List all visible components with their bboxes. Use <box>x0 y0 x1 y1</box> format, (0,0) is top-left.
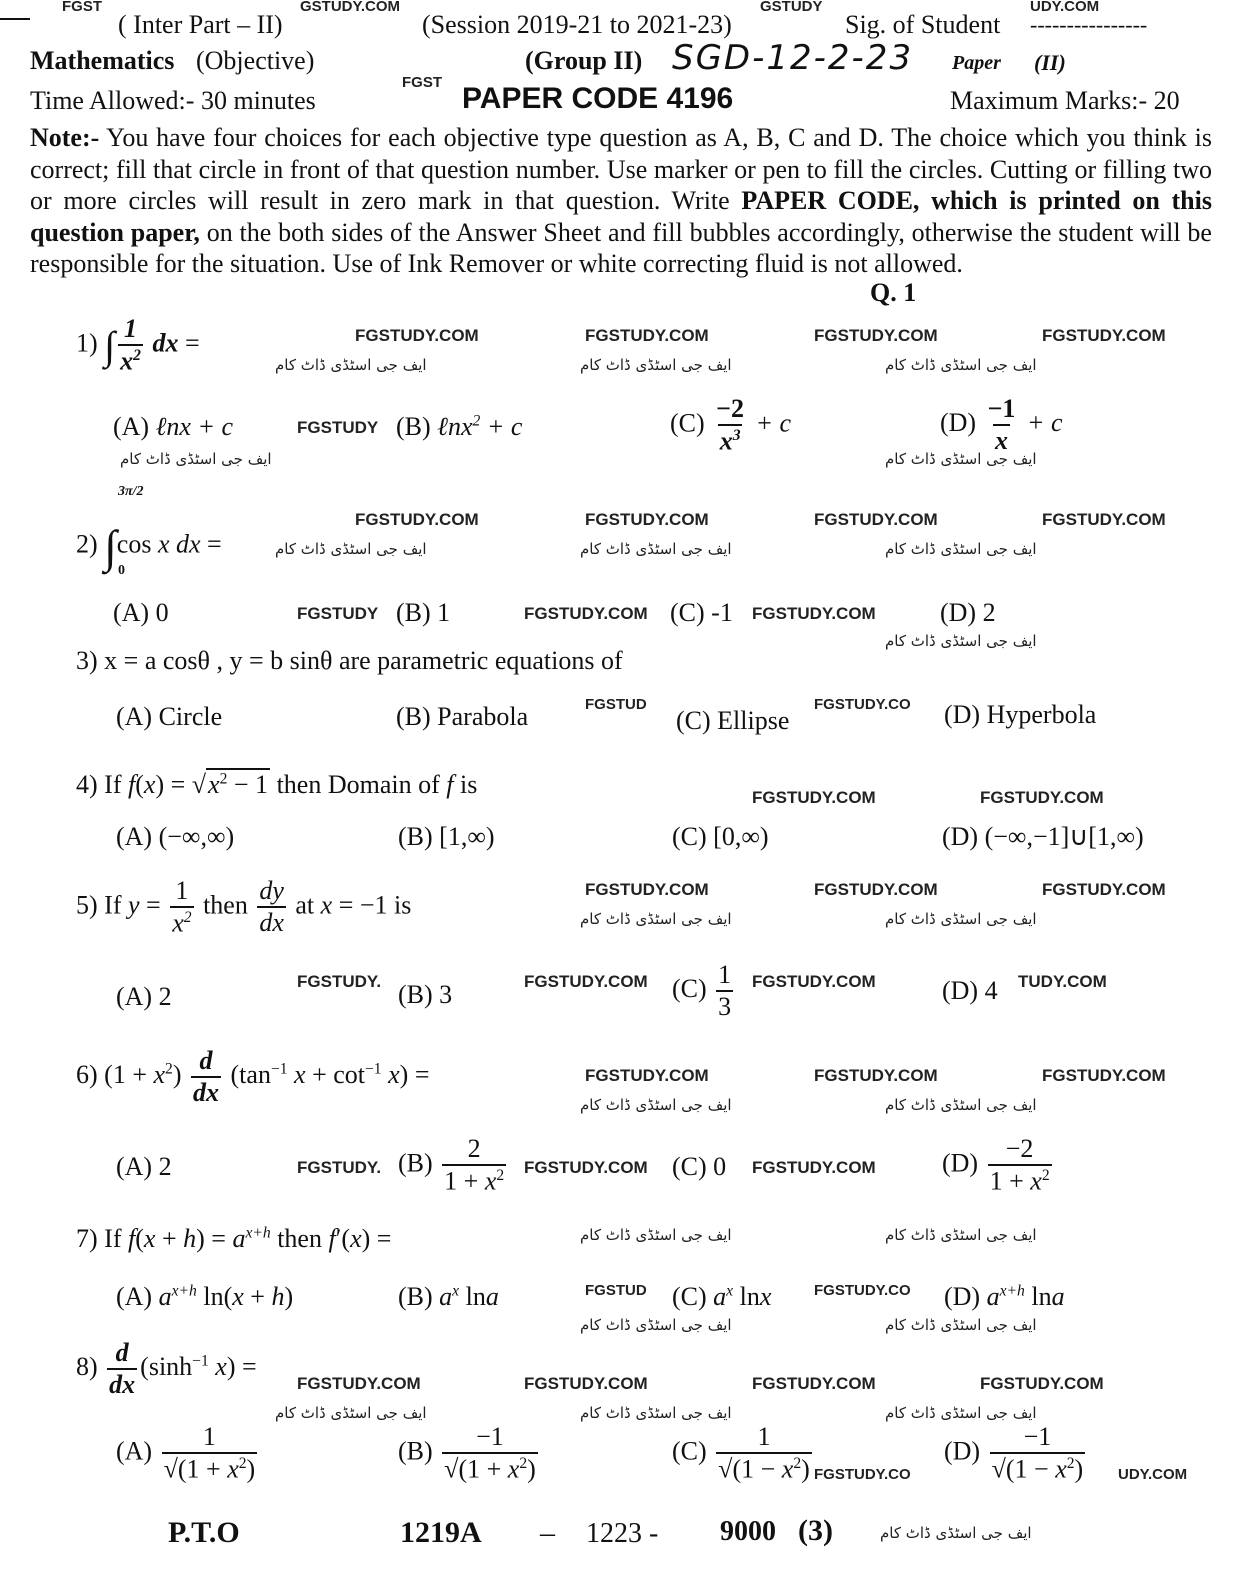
option-d[interactable]: (D) $\frac{-1}{x}$ + c <box>940 394 1063 455</box>
maximum-marks: Maximum Marks:- 20 <box>950 86 1180 115</box>
question-2: 2) ∫cos x dx = <box>76 521 222 572</box>
watermark-urdu: ایف جی اسٹڈی ڈاٹ کام <box>885 356 1037 374</box>
option-c[interactable]: (C) $a^x$ lnx <box>672 1282 772 1311</box>
integral-symbol: ∫ <box>104 322 116 368</box>
time-allowed: Time Allowed:- 30 minutes <box>30 86 316 115</box>
upper-limit: 3π/2 <box>118 484 144 499</box>
question-5: 5) If y = $\frac{1}{x^2}$ then $\frac{dy}{dx}$ at x = −1 is <box>76 876 412 938</box>
watermark: FGSTUDY.COM <box>752 972 876 991</box>
watermark: FGSTUDY.COM <box>297 1374 421 1393</box>
option-a[interactable]: (A) $\frac{1}{√(1 + x^2)}$ <box>116 1422 256 1484</box>
option-a[interactable]: (A) 0 <box>113 598 169 627</box>
integral-symbol: ∫ <box>104 521 117 572</box>
option-b[interactable]: (B) $a^x$ lna <box>398 1282 499 1311</box>
watermark-urdu: ایف جی اسٹڈی ڈاٹ کام <box>275 540 427 558</box>
option-a[interactable]: (A) Circle <box>116 702 223 731</box>
watermark: FGSTUDY.COM <box>1042 510 1166 529</box>
watermark-urdu: ایف جی اسٹڈی ڈاٹ کام <box>885 450 1037 468</box>
option-c[interactable]: (C) $\frac{1}{3}$ <box>672 960 732 1021</box>
option-b[interactable]: (B) Parabola <box>396 702 529 731</box>
watermark-urdu: ایف جی اسٹڈی ڈاٹ کام <box>885 1316 1037 1334</box>
watermark-urdu: ایف جی اسٹڈی ڈاٹ کام <box>580 1316 732 1334</box>
option-a[interactable]: (A) ℓnx + c <box>113 412 234 441</box>
watermark: FGSTUD <box>585 696 647 713</box>
watermark: FGSTUDY.COM <box>814 880 938 899</box>
watermark-urdu: ایف جی اسٹڈی ڈاٹ کام <box>885 632 1037 650</box>
watermark: FGSTUDY.COM <box>814 1066 938 1085</box>
subject-name: Mathematics <box>30 46 175 75</box>
watermark: FGSTUDY.COM <box>524 1374 648 1393</box>
question-number: 2) <box>76 529 98 559</box>
exam-part: ( Inter Part – II) <box>118 10 283 39</box>
watermark-urdu: ایف جی اسٹڈی ڈاٹ کام <box>120 450 272 468</box>
watermark: FGSTUDY. <box>297 972 382 991</box>
watermark-urdu: ایف جی اسٹڈی ڈاٹ کام <box>580 1404 732 1422</box>
option-c[interactable]: (C) $\frac{-2}{x^3}$ + c <box>670 394 792 456</box>
paper-label: Paper <box>952 52 1001 74</box>
option-b[interactable]: (B) $\frac{-1}{√(1 + x^2)}$ <box>398 1422 536 1484</box>
option-d[interactable]: (D) $a^{x+h}$ lna <box>944 1282 1065 1311</box>
watermark: FGSTUDY.COM <box>1042 880 1166 899</box>
watermark: FGSTUDY.COM <box>814 510 938 529</box>
watermark: FGSTUDY.COM <box>980 788 1104 807</box>
option-a[interactable]: (A) (−∞,∞) <box>116 822 235 851</box>
question-number: 3) <box>76 646 98 675</box>
watermark: GSTUDY <box>760 0 823 15</box>
option-c[interactable]: (C) Ellipse <box>676 706 790 735</box>
question-number: 1) <box>76 328 98 358</box>
watermark: FGSTUDY.COM <box>752 1158 876 1177</box>
watermark-urdu: ایف جی اسٹڈی ڈاٹ کام <box>580 356 732 374</box>
option-b[interactable]: (B) 1 <box>396 598 451 627</box>
pto-label: P.T.O <box>168 1516 240 1549</box>
watermark: FGSTUDY.COM <box>1042 1066 1166 1085</box>
option-d[interactable]: (D) 4 <box>942 976 998 1005</box>
watermark-urdu: ایف جی اسٹڈی ڈاٹ کام <box>580 1096 732 1114</box>
question-number: 6) <box>76 1059 98 1089</box>
option-d[interactable]: (D) Hyperbola <box>944 700 1097 729</box>
question-3 <box>76 646 623 676</box>
watermark: FGSTUDY.COM <box>585 510 709 529</box>
option-c[interactable]: (C) -1 <box>670 598 733 627</box>
option-b[interactable]: (B) [1,∞) <box>398 822 495 851</box>
signature-line[interactable]: ---------------- <box>1030 12 1148 37</box>
exam-session: (Session 2019-21 to 2021-23) <box>422 10 732 39</box>
option-c[interactable]: (C) [0,∞) <box>672 822 769 851</box>
watermark-urdu: ایف جی اسٹڈی ڈاٹ کام <box>885 910 1037 928</box>
watermark: FGSTUDY.COM <box>355 510 479 529</box>
watermark: FGSTUDY.COM <box>752 604 876 623</box>
option-a[interactable]: (A) 2 <box>116 982 172 1011</box>
watermark-urdu: ایف جی اسٹڈی ڈاٹ کام <box>880 1524 1032 1542</box>
watermark: FGSTUDY.COM <box>355 326 479 345</box>
exam-group: (Group II) <box>525 46 643 75</box>
paper-series-code: 1219A <box>400 1516 482 1549</box>
question-1: 1) ∫ $\frac{1}{x^2}$ dx = <box>76 314 200 376</box>
paper-number: (II) <box>1034 50 1066 75</box>
watermark: TUDY.COM <box>1018 972 1107 991</box>
watermark: FGSTUDY.COM <box>585 326 709 345</box>
watermark-urdu: ایف جی اسٹڈی ڈاٹ کام <box>885 1226 1037 1244</box>
watermark-urdu: ایف جی اسٹڈی ڈاٹ کام <box>885 540 1037 558</box>
question-7: 7) If $f(x + h) = a^{x+h}$ then f′(x) = <box>76 1224 392 1253</box>
note-label: Note:- <box>30 123 100 152</box>
option-b[interactable]: (B) 3 <box>398 980 453 1009</box>
note-text: on the both sides of the Answer Sheet and fill bubbles accordingly, otherwise the student will be responsible for the situation. Use of Ink Remover or white correcting fluid is not allowed. <box>30 217 1212 278</box>
option-d[interactable]: (D) $\frac{-2}{1 + x^2}$ <box>942 1134 1050 1196</box>
option-b[interactable]: (B) ℓnx$^2$ + c <box>396 412 523 441</box>
watermark: UDY.COM <box>1118 1466 1188 1483</box>
watermark-urdu: ایف جی اسٹڈی ڈاٹ کام <box>885 1096 1037 1114</box>
option-d[interactable]: (D) 2 <box>940 598 996 627</box>
question-label: Q. 1 <box>870 278 917 307</box>
watermark: FGSTUDY.COM <box>980 1374 1104 1393</box>
signature-label: Sig. of Student <box>845 10 1001 39</box>
question-number: 4) <box>76 770 98 799</box>
watermark: FGSTUDY.CO <box>814 1466 911 1483</box>
watermark: FGSTUDY.CO <box>814 696 911 713</box>
question-number: 7) <box>76 1224 98 1253</box>
watermark: FGSTUDY <box>297 418 379 437</box>
option-d[interactable]: (D) $\frac{-1}{√(1 - x^2)}$ <box>944 1422 1084 1484</box>
watermark: GSTUDY.COM <box>300 0 401 15</box>
watermark: FGSTUDY.COM <box>524 604 648 623</box>
question-number: 8) <box>76 1351 98 1381</box>
note-bold-text: PAPER CODE, which is printed on this question paper, <box>30 186 1212 247</box>
top-rule <box>0 18 30 20</box>
option-d[interactable]: (D) (−∞,−1]∪[1,∞) <box>942 822 1144 851</box>
paper-code: PAPER CODE 4196 <box>462 82 734 115</box>
watermark-urdu: ایف جی اسٹڈی ڈاٹ کام <box>580 910 732 928</box>
handwritten-code: SGD-12-2-23 <box>672 38 914 78</box>
watermark-urdu: ایف جی اسٹڈی ڈاٹ کام <box>275 1404 427 1422</box>
watermark: FGSTUDY. <box>297 1158 382 1177</box>
watermark: FGSTUDY <box>297 604 379 623</box>
instructions-note <box>30 122 1212 280</box>
option-a[interactable]: (A) $a^{x+h}$ ln(x + h) <box>116 1282 294 1311</box>
lower-limit: 0 <box>118 563 125 578</box>
watermark: FGST <box>402 74 442 91</box>
watermark: FGSTUDY.COM <box>524 972 648 991</box>
watermark: FGSTUDY.COM <box>752 788 876 807</box>
watermark-urdu: ایف جی اسٹڈی ڈاٹ کام <box>885 1404 1037 1422</box>
footer-year: 1223 - <box>586 1518 659 1549</box>
question-4: 4) If $f(x) = √x^2 - 1$ then Domain of f is <box>76 770 478 799</box>
watermark: FGSTUDY.COM <box>585 1066 709 1085</box>
option-b[interactable]: (B) $\frac{2}{1 + x^2}$ <box>398 1134 505 1196</box>
question-8: 8) $\frac{d}{dx}$ ($\sinh^{-1}$ x) = <box>76 1338 257 1399</box>
watermark: FGSTUDY.COM <box>524 1158 648 1177</box>
option-c[interactable]: (C) 0 <box>672 1152 727 1181</box>
watermark: FGSTUDY.COM <box>752 1374 876 1393</box>
page-number: (3) <box>798 1514 833 1547</box>
watermark: UDY.COM <box>1030 0 1100 15</box>
question-6: 6) $(1 + x^2)$ $\frac{d}{dx}$ ($\tan^{-1}$ $x + \cot^{-1} x$) = <box>76 1046 430 1107</box>
watermark: FGSTUD <box>585 1282 647 1299</box>
option-a[interactable]: (A) 2 <box>116 1152 172 1181</box>
watermark: FGST <box>62 0 102 15</box>
watermark-urdu: ایف جی اسٹڈی ڈاٹ کام <box>580 540 732 558</box>
watermark: FGSTUDY.COM <box>814 326 938 345</box>
question-stem: x = a cosθ , y = b sinθ are parametric equations of <box>104 646 623 675</box>
subject-type: (Objective) <box>196 46 315 75</box>
watermark: FGSTUDY.COM <box>1042 326 1166 345</box>
question-number: 5) <box>76 890 98 920</box>
note-text: You have four choices for each objective type question as A, B, C and D. The choice which you think is correct; fill that circle in front of that question number. Use marker or pen to fill the circles. Cutting or filling two or more circles will result in zero mark in that question. Write <box>30 123 1212 215</box>
watermark-urdu: ایف جی اسٹڈی ڈاٹ کام <box>580 1226 732 1244</box>
footer-dash: – <box>540 1516 555 1549</box>
option-c[interactable]: (C) $\frac{1}{√(1 - x^2)}$ <box>672 1422 810 1484</box>
watermark: FGSTUDY.CO <box>814 1282 911 1299</box>
watermark-urdu: ایف جی اسٹڈی ڈاٹ کام <box>275 356 427 374</box>
footer-count: 9000 <box>720 1516 776 1547</box>
watermark: FGSTUDY.COM <box>585 880 709 899</box>
